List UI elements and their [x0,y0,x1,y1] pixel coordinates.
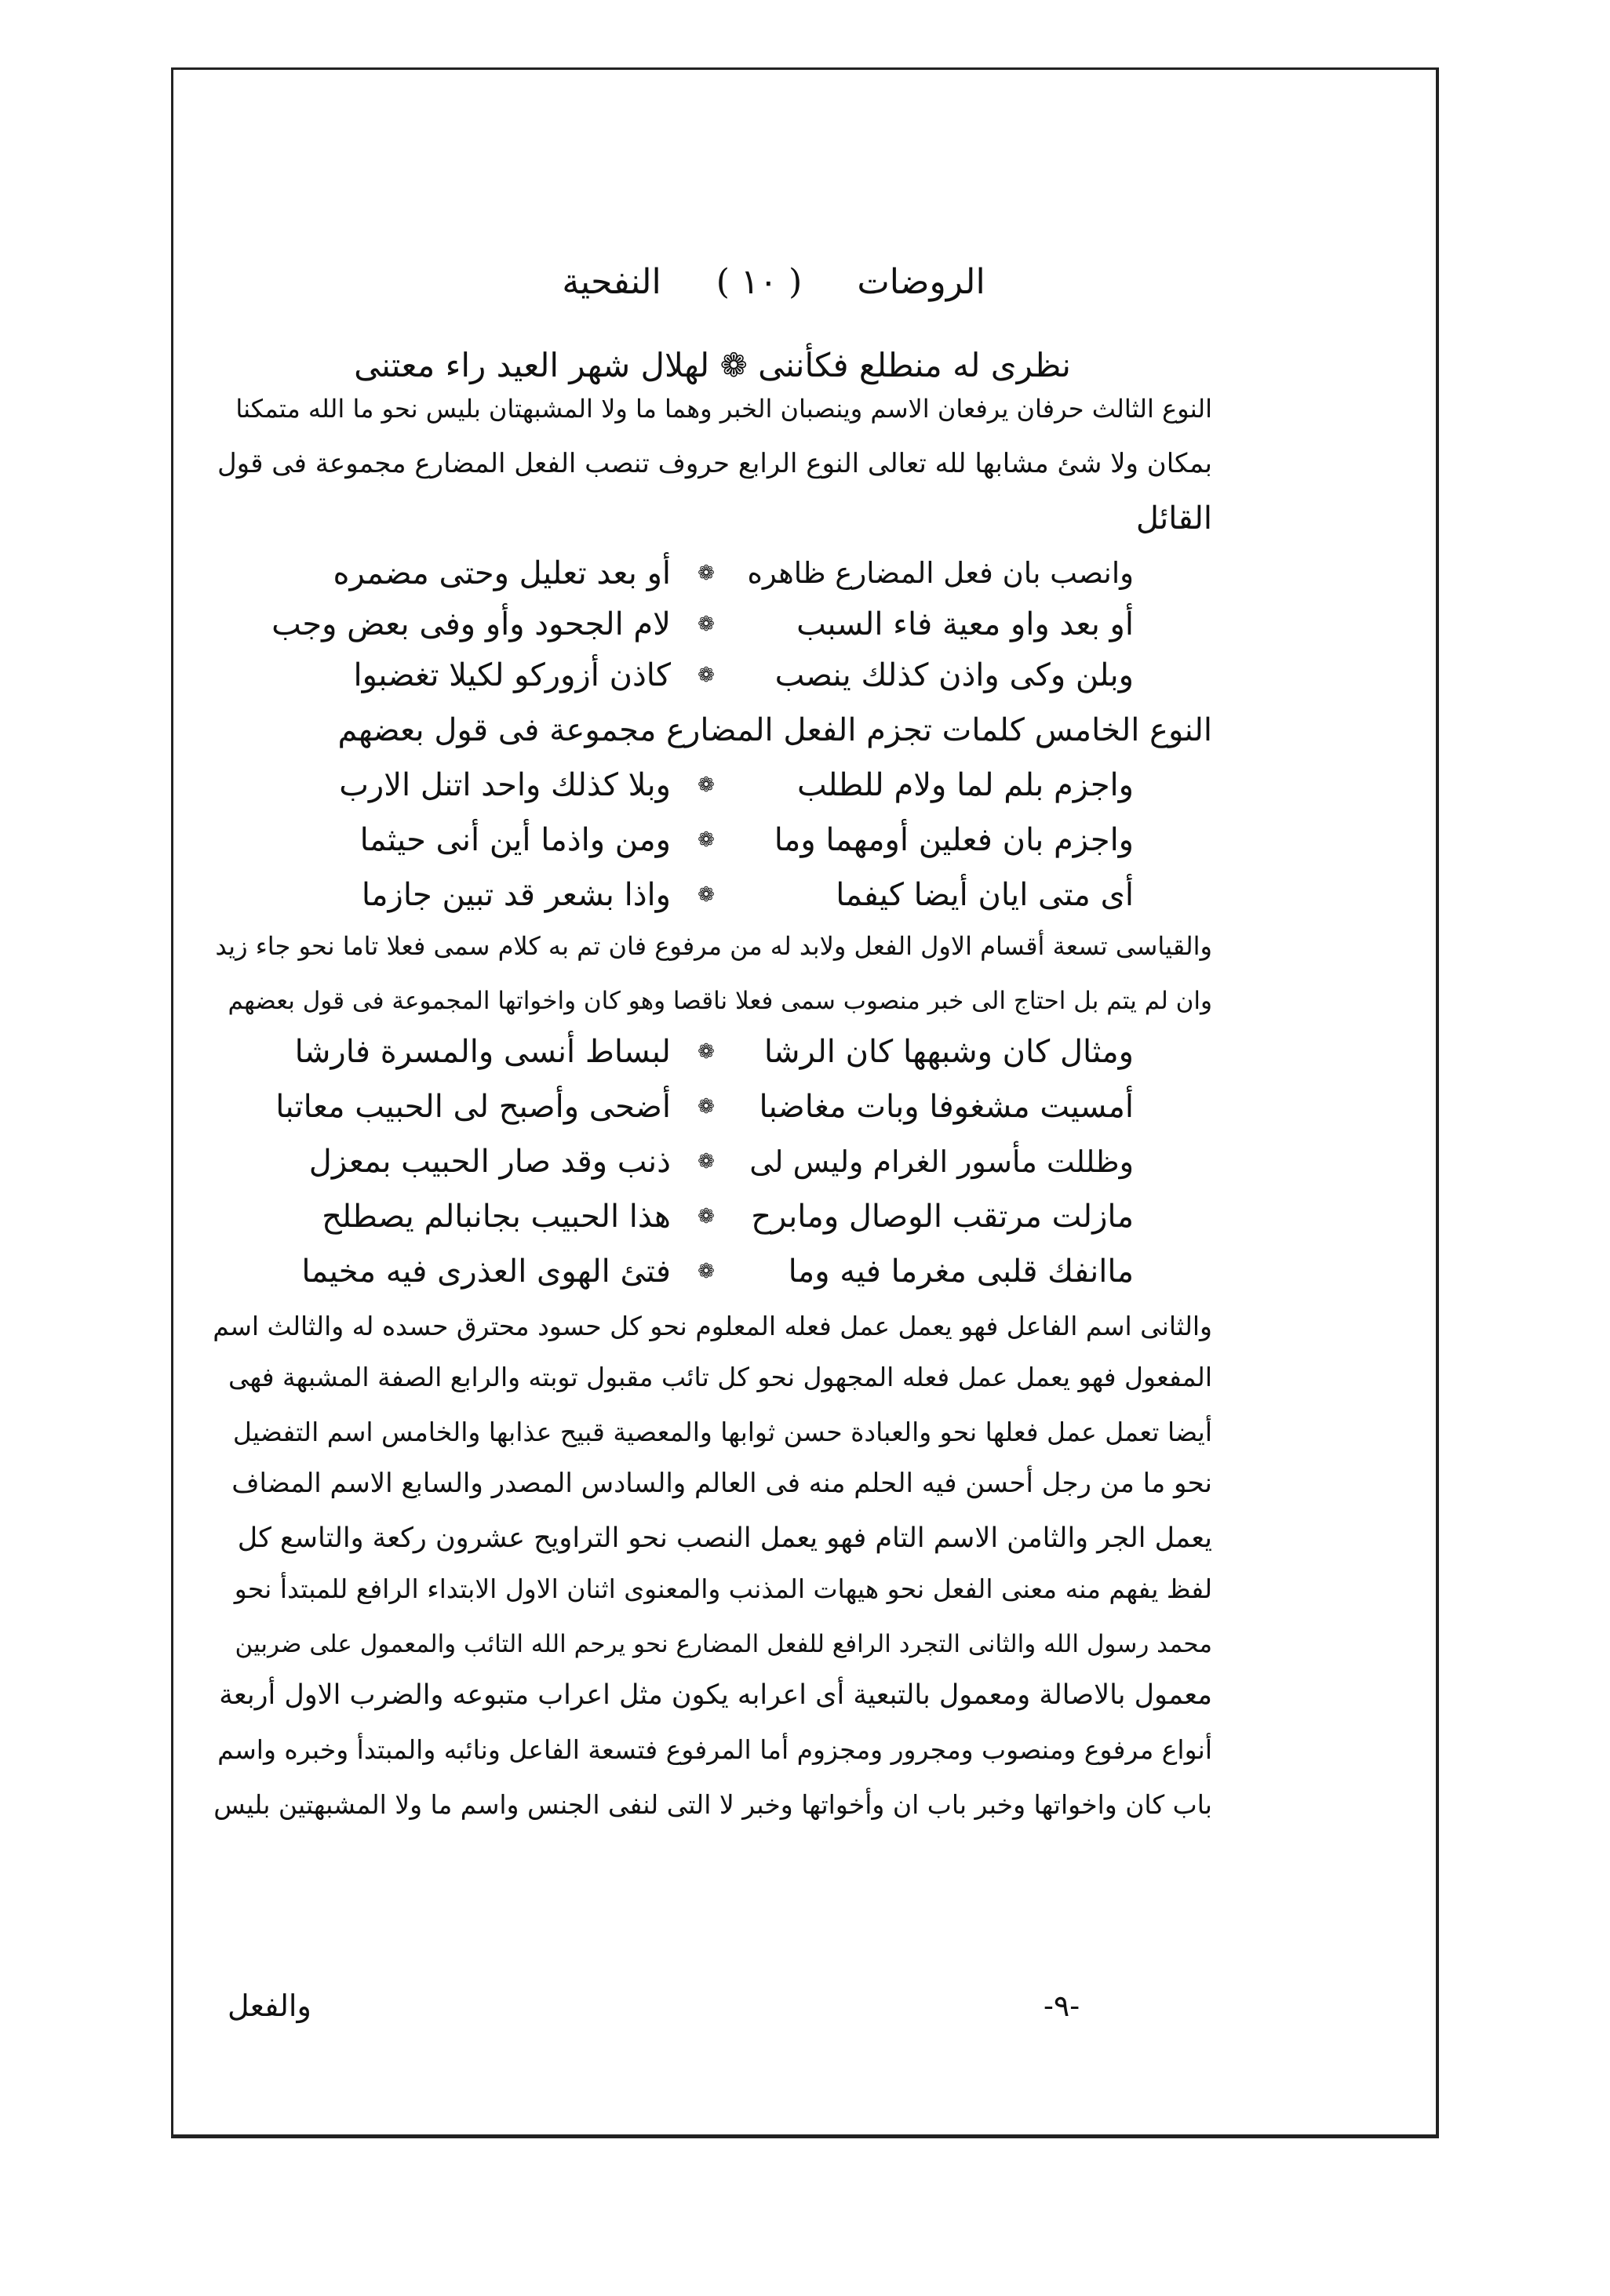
verse-line [212,647,1212,704]
verse-separator-icon: ❁ [698,1040,715,1064]
verse-first-hemistich: ومثال كان وشبهها كان الرشا [763,1034,1134,1070]
verse-first-hemistich: وانصب بان فعل المضارع ظاهره [747,556,1134,590]
verse-first-hemistich: أو بعد واو معية فاء السبب [796,606,1134,642]
verse-line [212,1079,1212,1135]
prose-line: لفظ يفهم منه معنى الفعل نحو هيهات المذنب والمعنوى اثنان الاول الابتداء الرافع للمبتدأ نحو [234,1574,1212,1604]
verse-separator-icon: ❁ [698,1095,715,1119]
verse-line [212,1188,1212,1245]
header-section-title: النفحية [562,262,661,302]
verse-first-hemistich: واجزم بلم لما ولام للطلب [796,767,1134,803]
verse-separator-icon: ❁ [698,828,715,852]
verse-separator-icon: ❁ [698,562,715,585]
verse-first-hemistich: ماانفك قلبى مغرما فيه وما [788,1254,1134,1290]
prose-line: باب كان واخواتها وخبر باب ان وأخواتها وخبر لا التى لنفى الجنس واسم ما ولا المشبهتين بليس [213,1789,1212,1820]
verse-second-hemistich: ومن واذما أين أنى حيثما [359,822,671,858]
prose-line: يعمل الجر والثامن الاسم التام فهو يعمل النصب نحو التراويح عشرون ركعة والتاسع كل [237,1523,1212,1554]
prose-line: والثانى اسم الفاعل فهو يعمل عمل فعله المعلوم نحو كل حسود محترق حسده له والثالث اسم [213,1311,1212,1341]
running-header [0,259,1610,306]
verse-separator-icon: ❁ [698,664,715,687]
opening-verse-line: نظرى له منطلع فكأننى ❁ لهلال شهر العيد راء معتنى [354,346,1071,384]
header-book-title: الروضات [857,262,985,302]
verse-separator-icon: ❁ [698,613,715,636]
prose-line: بمكان ولا شئ مشابها لله تعالى النوع الرابع حروف تنصب الفعل المضارع مجموعة فى قول [217,448,1212,479]
verse-line [212,1243,1212,1300]
verse-first-hemistich: أى متى ايان أيضا كيفما [836,877,1134,913]
verse-first-hemistich: مازلت مرتقب الوصال ومابرح [751,1199,1134,1235]
verse-line [212,596,1212,653]
verse-second-hemistich: ذنب وقد صار الحبيب بمعزل [308,1144,671,1180]
prose-line: والقياسى تسعة أقسام الاول الفعل ولابد له من مرفوع فان تم به كلام سمى فعلا تاما نحو جاء زيد [215,931,1212,961]
verse-first-hemistich: واجزم بان فعلين أومهما وما [774,822,1134,858]
verse-first-hemistich: وظللت مأسور الغرام وليس لى [749,1144,1134,1179]
verse-second-hemistich: واذا بشعر قد تبين جازما [361,877,671,913]
prose-line: أنواع مرفوع ومنصوب ومجرور ومجزوم أما المرفوع فتسعة الفاعل ونائبه والمبتدأ وخبره واسم [217,1734,1212,1765]
verse-separator-icon: ❁ [698,1205,715,1228]
verse-line [212,867,1212,923]
prose-line: النوع الثالث حرفان يرفعان الاسم وينصبان الخبر وهما ما ولا المشبهتان بليس نحو ما الله متمكنا [235,394,1212,424]
verse-line [212,1024,1212,1080]
verse-second-hemistich: لام الجحود وأو وفى بعض وجب [271,606,671,642]
verse-first-hemistich: وبلن وكى واذن كذلك ينصب [774,657,1134,693]
prose-line: القائل [1135,500,1212,537]
page-number: -٩- [1044,1989,1080,2023]
verse-second-hemistich: أو بعد تعليل وحتى مضمره [333,555,671,591]
verse-line [212,757,1212,813]
verse-separator-icon: ❁ [698,883,715,907]
prose-line: وان لم يتم بل احتاج الى خبر منصوب سمى فعلا ناقصا وهو كان واخواتها المجموعة فى قول بعضهم [228,987,1212,1015]
prose-line: المفعول فهو يعمل عمل فعله المجهول نحو كل تائب مقبول توبته والرابع الصفة المشبهة فهى [228,1362,1212,1392]
verse-first-hemistich: أمسيت مشغوفا وبات مغاضبا [759,1089,1134,1125]
verse-second-hemistich: كاذن أزوركو لكيلا تغضبوا [353,657,671,693]
prose-line: محمد رسول الله والثانى التجرد الرافع للفعل المضارع نحو يرحم الله التائب والمعمول على ضربين [235,1630,1212,1658]
prose-line: نحو ما من رجل أحسن فيه الحلم منه فى العالم والسادس المصدر والسابع الاسم المضاف [231,1468,1212,1499]
prose-line: النوع الخامس كلمات تجزم الفعل المضارع مجموعة فى قول بعضهم [337,712,1212,748]
prose-line: أيضا تعمل عمل فعلها نحو والعبادة حسن ثوابها والمعصية قبيح عذابها والخامس اسم التفضيل [232,1417,1212,1447]
verse-second-hemistich: فتئ الهوى العذرى فيه مخيما [301,1254,671,1290]
verse-line [212,1133,1212,1190]
verse-separator-icon: ❁ [698,773,715,797]
verse-line [212,545,1212,602]
verse-second-hemistich: هذا الحبيب بجانبالم يصطلح [322,1199,671,1235]
header-page-number: ( ١٠ ) [716,262,803,302]
verse-second-hemistich: أضحى وأصبح لى الحبيب معاتبا [275,1089,671,1125]
verse-separator-icon: ❁ [698,1260,715,1283]
verse-line [212,812,1212,868]
prose-line: معمول بالاصالة ومعمول بالتبعية أى اعرابه يكون مثل اعراب متبوعه والضرب الاول أربعة [219,1679,1212,1711]
verse-separator-icon: ❁ [698,1150,715,1173]
verse-second-hemistich: لبساط أنسى والمسرة فارشا [294,1034,671,1070]
catchword: والفعل [228,1989,311,2023]
verse-second-hemistich: وبلا كذلك واحد اتنل الارب [339,767,671,803]
